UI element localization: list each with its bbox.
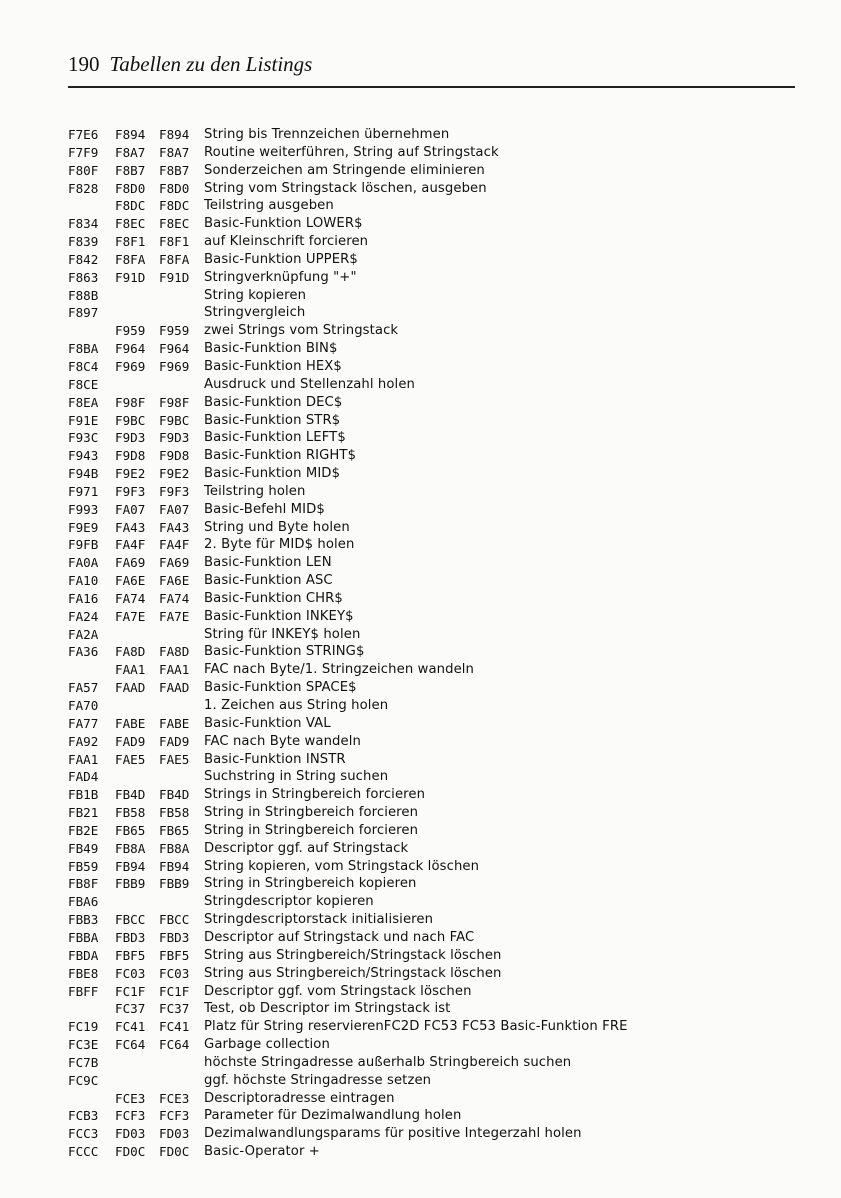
address-1: FA57 [68, 680, 99, 696]
address-3 [159, 376, 204, 394]
table-row [68, 929, 795, 947]
address-1: F7E6 [68, 127, 99, 142]
header-rule [68, 86, 795, 88]
description: Parameter für Dezimalwandlung holen [204, 1108, 462, 1124]
address-3: FA74 [159, 590, 190, 606]
address-1: FBB3 [68, 912, 99, 928]
description: String in Stringbereich forcieren [204, 822, 419, 838]
address-2: FA8D [115, 644, 146, 660]
address-2: FBF5 [115, 947, 146, 963]
table-row [68, 233, 795, 251]
table-row [68, 786, 795, 804]
table-row [68, 965, 795, 983]
table-row [68, 751, 795, 769]
address-1: FB21 [68, 805, 99, 821]
address-1: F897 [68, 305, 99, 321]
address-1 [68, 1000, 115, 1018]
description: Teilstring holen [204, 483, 306, 499]
table-row [68, 768, 795, 786]
address-2: F964 [115, 341, 146, 357]
address-2: FA69 [115, 555, 146, 571]
table-row [68, 1107, 795, 1125]
address-1: FB49 [68, 840, 99, 856]
address-3: F8EC [159, 216, 190, 232]
address-3: F8B7 [159, 162, 190, 178]
description: String aus Stringbereich/Stringstack löschen [204, 965, 502, 981]
address-3: F98F [159, 394, 190, 410]
address-1: FBFF [68, 983, 99, 999]
address-2: F8D0 [115, 180, 146, 196]
address-2: FCF3 [115, 1108, 146, 1124]
table-row [68, 394, 795, 412]
table-row [68, 144, 795, 162]
table-row [68, 162, 795, 180]
address-2 [115, 893, 159, 911]
address-3: F9D3 [159, 430, 190, 446]
description: Basic-Funktion UPPER$ [204, 251, 358, 267]
description: Descriptor ggf. auf Stringstack [204, 840, 409, 856]
table-row [68, 340, 795, 358]
description: Suchstring in String suchen [204, 769, 389, 785]
table-row [68, 840, 795, 858]
address-1: F943 [68, 448, 99, 464]
address-1: FC9C [68, 1072, 99, 1088]
description: FAC nach Byte/1. Stringzeichen wandeln [204, 662, 475, 678]
address-1: F7F9 [68, 144, 99, 160]
address-2: FC1F [115, 983, 146, 999]
address-3: F964 [159, 341, 190, 357]
address-3 [159, 768, 204, 786]
address-3: FCE3 [159, 1090, 190, 1106]
address-2: F8A7 [115, 144, 146, 160]
address-3: F9E2 [159, 466, 190, 482]
address-3: FC03 [159, 965, 190, 981]
address-3 [159, 1054, 204, 1072]
table-row [68, 501, 795, 519]
description: Basic-Funktion ASC [204, 573, 333, 589]
address-3: FA8D [159, 644, 190, 660]
address-3: F9F3 [159, 483, 190, 499]
description: Basic-Funktion BIN$ [204, 341, 338, 357]
description: Basic-Funktion HEX$ [204, 358, 342, 374]
address-2: FABE [115, 715, 146, 731]
address-2: FA7E [115, 608, 146, 624]
address-1: FA36 [68, 644, 99, 660]
description: Basic-Funktion STR$ [204, 412, 341, 428]
address-3: FA07 [159, 501, 190, 517]
description: höchste Stringadresse außerhalb Stringbereich suchen [204, 1054, 572, 1070]
table-row [68, 715, 795, 733]
table-row [68, 412, 795, 430]
address-3: FC1F [159, 983, 190, 999]
address-3: FA69 [159, 555, 190, 571]
address-1: FCCC [68, 1144, 99, 1160]
address-1 [68, 1090, 115, 1108]
address-2 [115, 768, 159, 786]
address-2: F8B7 [115, 162, 146, 178]
description: FAC nach Byte wandeln [204, 733, 361, 749]
address-1: FC3E [68, 1037, 99, 1053]
address-2: F9D8 [115, 448, 146, 464]
address-1: FB8F [68, 876, 99, 892]
address-2: FA4F [115, 537, 146, 553]
address-3: FD0C [159, 1144, 190, 1160]
table-row [68, 608, 795, 626]
table-row [68, 251, 795, 269]
description: Teilstring ausgeben [204, 198, 334, 214]
table-row [68, 697, 795, 715]
address-2 [115, 304, 159, 322]
address-1: F8EA [68, 394, 99, 410]
description: 1. Zeichen aus String holen [204, 698, 389, 713]
description: Basic-Funktion RIGHT$ [204, 448, 357, 464]
description: Descriptoradresse eintragen [204, 1090, 395, 1106]
description: Basic-Funktion INKEY$ [204, 608, 354, 624]
address-3: F8A7 [159, 144, 190, 160]
table-row [68, 1018, 795, 1036]
address-2 [115, 287, 159, 305]
page-title: Tabellen zu den Listings [109, 52, 313, 76]
description: Basic-Funktion LEFT$ [204, 430, 346, 446]
address-1: F863 [68, 269, 99, 285]
address-1: FAD4 [68, 769, 99, 785]
address-1 [68, 197, 115, 215]
table-row [68, 858, 795, 876]
description: Platz für String reservierenFC2D FC53 FC53 Basic-Funktion FRE [204, 1019, 628, 1035]
address-2: F98F [115, 394, 146, 410]
table-row [68, 465, 795, 483]
address-1: FA0A [68, 555, 99, 571]
address-3 [159, 893, 204, 911]
address-1: FB2E [68, 822, 99, 838]
address-3: FAD9 [159, 733, 190, 749]
table-row [68, 536, 795, 554]
table-row [68, 1072, 795, 1090]
address-1: F94B [68, 466, 99, 482]
address-1: F9E9 [68, 519, 99, 535]
address-2: FA43 [115, 519, 146, 535]
address-1 [68, 661, 115, 679]
address-3: FBCC [159, 912, 190, 928]
table-row [68, 287, 795, 305]
description: Strings in Stringbereich forcieren [204, 787, 426, 803]
address-1: FBBA [68, 929, 99, 945]
description: Descriptor auf Stringstack und nach FAC [204, 929, 475, 945]
description: Basic-Funktion DEC$ [204, 394, 343, 410]
table-row [68, 626, 795, 644]
address-2: FB58 [115, 805, 146, 821]
address-2: FD0C [115, 1144, 146, 1160]
address-1: FBA6 [68, 894, 99, 910]
address-1: FB59 [68, 858, 99, 874]
table-row [68, 376, 795, 394]
address-2: FB94 [115, 858, 146, 874]
address-1: F91E [68, 412, 99, 428]
address-2: FAA1 [115, 662, 146, 678]
description: Stringdescriptor kopieren [204, 894, 374, 910]
address-3: FC41 [159, 1019, 190, 1035]
description: Routine weiterführen, String auf Stringstack [204, 144, 499, 160]
address-2: FAD9 [115, 733, 146, 749]
address-2 [115, 376, 159, 394]
address-1: F8C4 [68, 358, 99, 374]
address-2: FB8A [115, 840, 146, 856]
address-3: F8F1 [159, 234, 190, 250]
address-3: FAAD [159, 680, 190, 696]
address-3: F8DC [159, 198, 190, 214]
address-1: F828 [68, 180, 99, 196]
description: Stringdescriptorstack initialisieren [204, 912, 434, 928]
address-1: F8BA [68, 341, 99, 357]
description: String aus Stringbereich/Stringstack löschen [204, 947, 502, 963]
description: String für INKEY$ holen [204, 626, 361, 642]
table-row [68, 733, 795, 751]
address-2 [115, 1054, 159, 1072]
address-1: F993 [68, 501, 99, 517]
address-1: FA77 [68, 715, 99, 731]
address-2: FC41 [115, 1019, 146, 1035]
table-row [68, 893, 795, 911]
table-row [68, 875, 795, 893]
description: Basic-Funktion MID$ [204, 466, 341, 482]
description: Basic-Operator + [204, 1144, 320, 1160]
address-2: FA6E [115, 573, 146, 589]
table-row [68, 679, 795, 697]
description: Basic-Funktion INSTR [204, 751, 346, 767]
address-1: FA24 [68, 608, 99, 624]
table-row [68, 911, 795, 929]
address-3: F8FA [159, 251, 190, 267]
table-row [68, 358, 795, 376]
address-2: FBD3 [115, 929, 146, 945]
address-3: FBF5 [159, 947, 190, 963]
table-row [68, 822, 795, 840]
address-2: FCE3 [115, 1090, 146, 1106]
address-1: F8CE [68, 376, 99, 392]
table-row [68, 447, 795, 465]
address-3: F9BC [159, 412, 190, 428]
address-2: F9F3 [115, 483, 146, 499]
description: Basic-Funktion VAL [204, 715, 331, 731]
address-3: FA7E [159, 608, 190, 624]
description: Descriptor ggf. vom Stringstack löschen [204, 983, 472, 999]
address-3: FABE [159, 715, 190, 731]
description: Basic-Funktion SPACE$ [204, 680, 357, 696]
address-2: FBCC [115, 912, 146, 928]
page-number: 190 [68, 52, 100, 76]
table-row [68, 1000, 795, 1018]
address-3: F9D8 [159, 448, 190, 464]
address-3: FA4F [159, 537, 190, 553]
address-3: FB94 [159, 858, 190, 874]
address-3: FBB9 [159, 876, 190, 892]
address-3 [159, 287, 204, 305]
address-2: F9E2 [115, 466, 146, 482]
table-row [68, 1054, 795, 1072]
address-1: FC19 [68, 1019, 99, 1035]
address-1: FA92 [68, 733, 99, 749]
address-2: F8DC [115, 198, 146, 214]
table-row [68, 180, 795, 198]
table-row [68, 126, 795, 144]
description: 2. Byte für MID$ holen [204, 537, 355, 553]
table-row [68, 1125, 795, 1143]
address-2: F8EC [115, 216, 146, 232]
address-2: FC37 [115, 1001, 146, 1017]
table-row [68, 554, 795, 572]
address-2: F8F1 [115, 234, 146, 250]
description: Ausdruck und Stellenzahl holen [204, 376, 415, 392]
address-3: FB4D [159, 787, 190, 803]
address-2: F969 [115, 358, 146, 374]
address-1 [68, 322, 115, 340]
address-2: F9D3 [115, 430, 146, 446]
table-row [68, 661, 795, 679]
address-2: FB4D [115, 787, 146, 803]
address-3: F91D [159, 269, 190, 285]
description: Dezimalwandlungsparams für positive Integerzahl holen [204, 1126, 582, 1142]
table-row [68, 519, 795, 537]
description: Garbage collection [204, 1037, 330, 1053]
address-1: F80F [68, 162, 99, 178]
address-3: F894 [159, 127, 190, 142]
address-1: F842 [68, 251, 99, 267]
table-row [68, 947, 795, 965]
description: Test, ob Descriptor im Stringstack ist [204, 1001, 451, 1017]
address-2: FA07 [115, 501, 146, 517]
table-row [68, 590, 795, 608]
table-row [68, 215, 795, 233]
address-1: FAA1 [68, 751, 99, 767]
address-2: F91D [115, 269, 146, 285]
address-2: FD03 [115, 1126, 146, 1142]
address-3: F8D0 [159, 180, 190, 196]
table-row [68, 322, 795, 340]
address-2: FAE5 [115, 751, 146, 767]
address-1: FA16 [68, 590, 99, 606]
address-2: F8FA [115, 251, 146, 267]
description: zwei Strings vom Stringstack [204, 323, 399, 339]
address-1: FA2A [68, 626, 99, 642]
address-2 [115, 697, 159, 715]
address-1: FA10 [68, 573, 99, 589]
table-row [68, 483, 795, 501]
address-2: F894 [115, 127, 146, 142]
address-3: FB58 [159, 805, 190, 821]
address-1: FCC3 [68, 1126, 99, 1142]
page-header [68, 52, 795, 77]
address-3: FA6E [159, 573, 190, 589]
address-1: F9FB [68, 537, 99, 553]
address-1: F834 [68, 216, 99, 232]
address-1: F839 [68, 234, 99, 250]
address-3: FA43 [159, 519, 190, 535]
address-3 [159, 1072, 204, 1090]
address-3 [159, 304, 204, 322]
table-row [68, 643, 795, 661]
description: ggf. höchste Stringadresse setzen [204, 1072, 432, 1088]
table-row [68, 269, 795, 287]
address-2: FAAD [115, 680, 146, 696]
address-1: F88B [68, 287, 99, 303]
address-table [68, 126, 795, 1161]
address-2: FC64 [115, 1037, 146, 1053]
address-3: FAA1 [159, 662, 190, 678]
address-3: FAE5 [159, 751, 190, 767]
address-2 [115, 626, 159, 644]
description: String vom Stringstack löschen, ausgeben [204, 180, 487, 196]
address-1: FB1B [68, 787, 99, 803]
table-row [68, 1143, 795, 1161]
address-3: FD03 [159, 1126, 190, 1142]
table-row [68, 572, 795, 590]
address-1: FC7B [68, 1054, 99, 1070]
address-3 [159, 697, 204, 715]
address-2: FB65 [115, 822, 146, 838]
description: Basic-Funktion LEN [204, 555, 332, 571]
address-1: F93C [68, 430, 99, 446]
address-3: F969 [159, 358, 190, 374]
address-3: FC37 [159, 1001, 190, 1017]
table-row [68, 304, 795, 322]
description: String kopieren, vom Stringstack löschen [204, 858, 480, 874]
address-1: F971 [68, 483, 99, 499]
description: Basic-Funktion LOWER$ [204, 216, 363, 232]
address-2: FBB9 [115, 876, 146, 892]
address-3: FBD3 [159, 929, 190, 945]
address-1: FBE8 [68, 965, 99, 981]
address-3: FB65 [159, 822, 190, 838]
address-1: FCB3 [68, 1108, 99, 1124]
address-2: FC03 [115, 965, 146, 981]
address-2 [115, 1072, 159, 1090]
address-3: FC64 [159, 1037, 190, 1053]
description: Basic-Befehl MID$ [204, 501, 325, 517]
table-row [68, 804, 795, 822]
table-row [68, 983, 795, 1001]
description: Basic-Funktion STRING$ [204, 644, 365, 660]
address-3 [159, 626, 204, 644]
description: String in Stringbereich forcieren [204, 805, 419, 821]
address-2: F959 [115, 323, 146, 339]
table-row [68, 1036, 795, 1054]
address-1: FBDA [68, 947, 99, 963]
address-3: FCF3 [159, 1108, 190, 1124]
table-row [68, 1090, 795, 1108]
description: String kopieren [204, 287, 307, 303]
table-row [68, 197, 795, 215]
table-row [68, 429, 795, 447]
description: Stringverknüpfung "+" [204, 269, 357, 285]
description: String und Byte holen [204, 519, 350, 535]
address-3: F959 [159, 323, 190, 339]
address-1: FA70 [68, 698, 99, 713]
address-3: FB8A [159, 840, 190, 856]
description: Sonderzeichen am Stringende eliminieren [204, 162, 485, 178]
description: Basic-Funktion CHR$ [204, 590, 343, 606]
description: auf Kleinschrift forcieren [204, 234, 369, 250]
description: Stringvergleich [204, 305, 306, 321]
description: String bis Trennzeichen übernehmen [204, 127, 450, 142]
description: String in Stringbereich kopieren [204, 876, 417, 892]
address-2: F9BC [115, 412, 146, 428]
address-2: FA74 [115, 590, 146, 606]
